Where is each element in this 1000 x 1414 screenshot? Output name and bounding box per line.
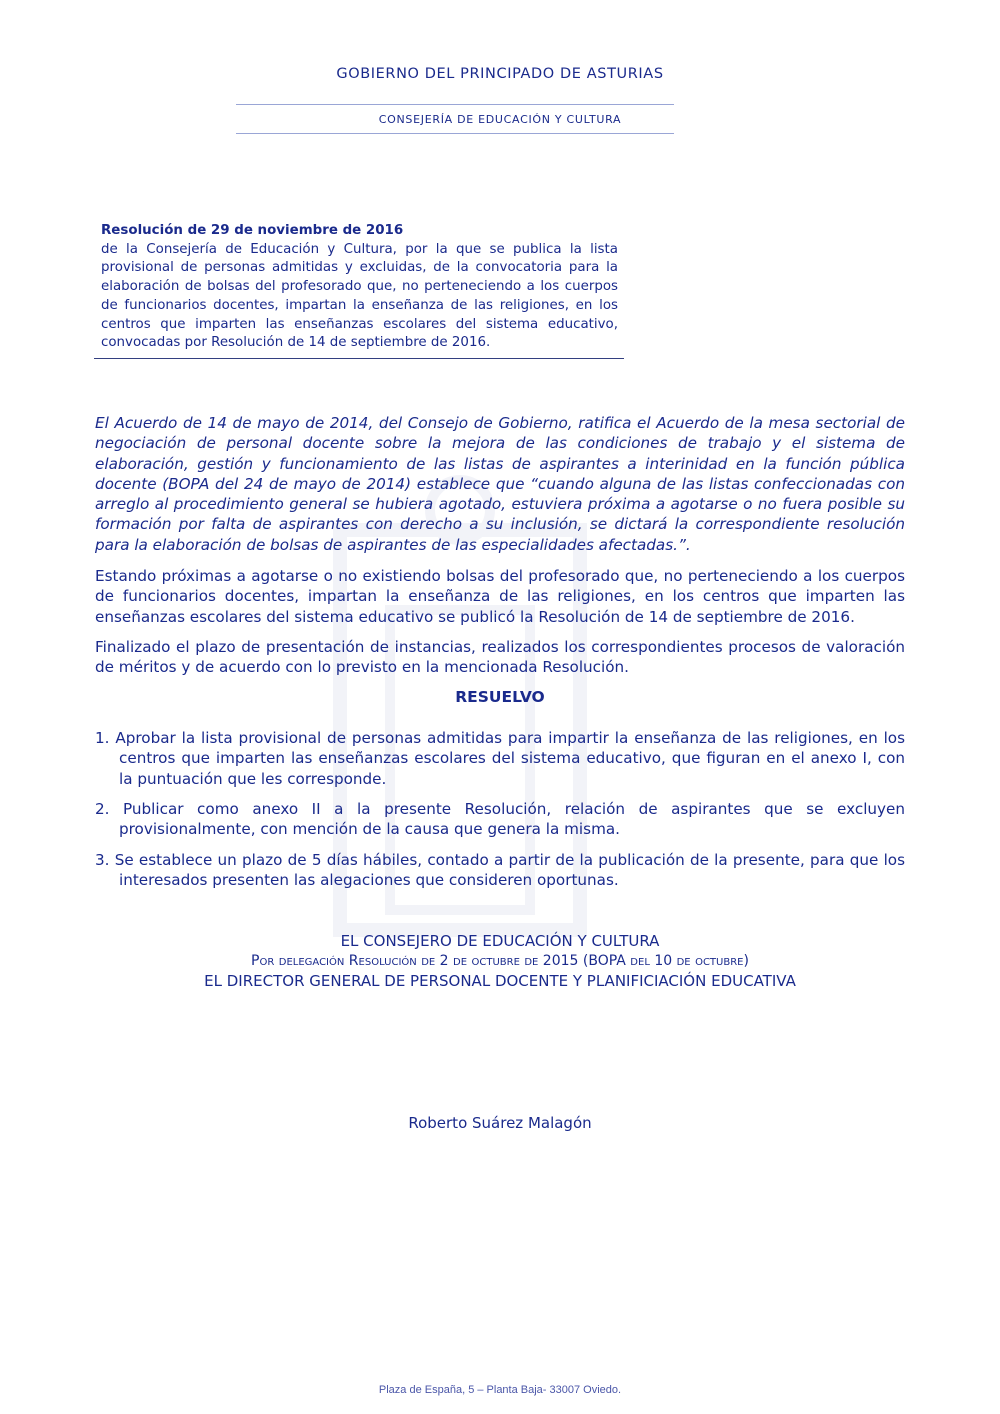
resolution-summary: de la Consejería de Educación y Cultura, por la que se publica la lista provisional de personas admitidas y excluidas, de la convocatoria para la elaboración de bolsas del profesorado que, no perteneciendo a los cuerpos de funcionarios docentes, impartan la enseñanza de las religiones, en los centros que imparten las enseñanzas escolares del sistema educativo, convocadas por Resolución de 14 de septiembre de 2016. <box>101 241 618 351</box>
signatory-name: Roberto Suárez Malagón <box>408 1114 592 1132</box>
government-name: GOBIERNO DEL PRINCIPADO DE ASTURIAS <box>336 66 664 82</box>
resuelvo-heading: RESUELVO <box>455 688 545 706</box>
paragraph-agreement: El Acuerdo de 14 de mayo de 2014, del Consejo de Gobierno, ratifica el Acuerdo de la mesa sectorial de negociación de personal docente sobre la mejora de las condiciones de trabajo y el sistema de elaboración, gestión y funcionamiento de las listas de aspirantes a interinidad en la función pública docente (BOPA del 24 de mayo de 2014) establece que “cuando alguna de las listas confeccionadas con arreglo al procedimiento general se hubiera agotado, estuviera próxima a agotarse o no fuera posible su formación por falta de aspirantes con derecho a su inclusión, se dictará la correspondiente resolución para la elaboración de bolsas de aspirantes de las especialidades afectadas.”. <box>95 414 905 554</box>
resolution-divider <box>94 358 624 359</box>
paragraph-context: Estando próximas a agotarse o no existiendo bolsas del profesorado que, no perteneciendo a los cuerpos de funcionarios docentes, impartan la enseñanza de las religiones, en los centros que imparten las enseñanzas escolares del sistema educativo se publicó la Resolución de 14 de septiembre de 2016. <box>95 567 905 626</box>
paragraph-procedure: Finalizado el plazo de presentación de instancias, realizados los correspondientes procesos de valoración de méritos y de acuerdo con lo previsto en la mencionada Resolución. <box>95 638 905 677</box>
department-name: CONSEJERÍA DE EDUCACIÓN Y CULTURA <box>378 113 622 126</box>
resolution-item: 2. Publicar como anexo II a la presente Resolución, relación de aspirantes que se excluyen provisionalmente, con mención de la causa que genera la misma. <box>95 800 905 839</box>
footer-address: Plaza de España, 5 – Planta Baja- 33007 Oviedo. <box>378 1384 622 1396</box>
signatory-title: EL CONSEJERO DE EDUCACIÓN Y CULTURA <box>340 932 660 950</box>
resolution-title: Resolución de 29 de noviembre de 2016 <box>101 223 404 238</box>
resolution-item: 3. Se establece un plazo de 5 días hábiles, contado a partir de la publicación de la presente, para que los interesados presenten las alegaciones que consideren oportunas. <box>95 851 905 890</box>
delegation-note: Por delegación Resolución de 2 de octubre de 2015 (BOPA del 10 de octubre) <box>251 953 749 969</box>
resolution-summary-block <box>101 222 618 353</box>
header-divider-top <box>236 104 674 105</box>
header-divider-bottom <box>236 133 674 134</box>
director-title: EL DIRECTOR GENERAL DE PERSONAL DOCENTE Y PLANIFICIACIÓN EDUCATIVA <box>204 972 796 990</box>
resolution-item: 1. Aprobar la lista provisional de personas admitidas para impartir la enseñanza de las religiones, en los centros que imparten las enseñanzas escolares del sistema educativo, que figuran en el anexo I, con la puntuación que les corresponde. <box>95 729 905 788</box>
